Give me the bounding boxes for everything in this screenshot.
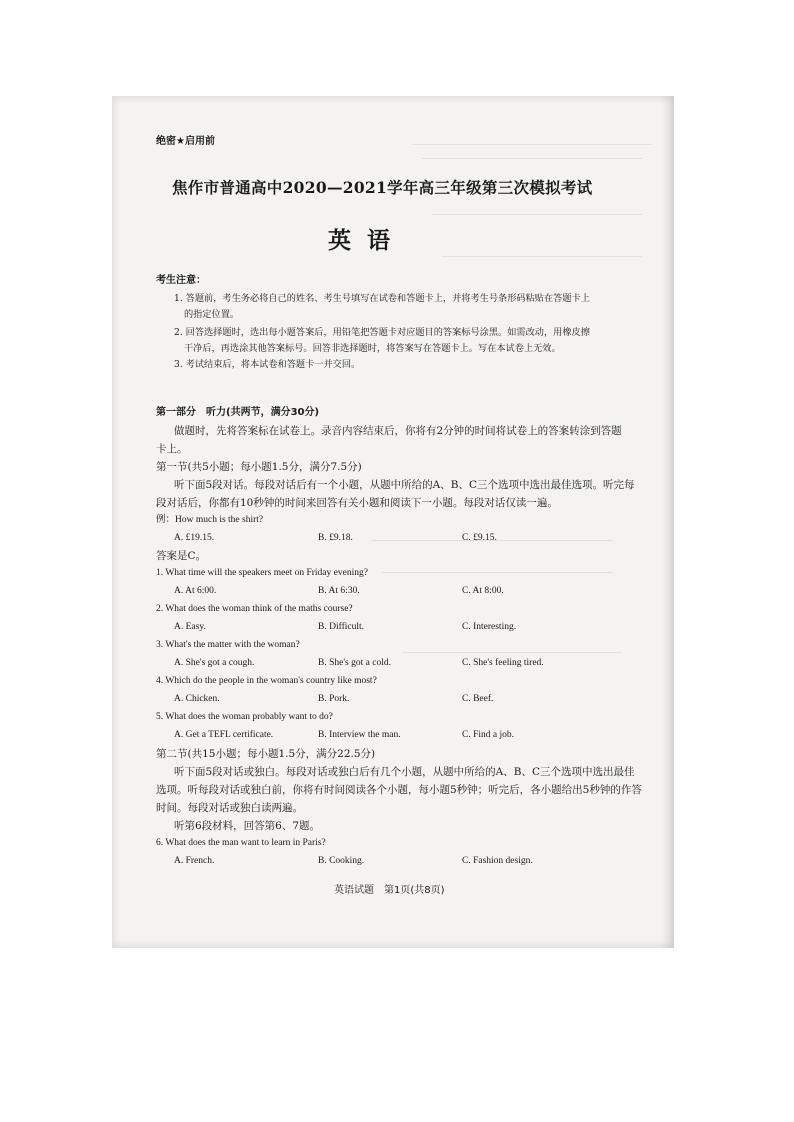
- section2-intro: 选项。听每段对话或独白前，你将有时间阅读各个小题，每小题5秒钟；听完后，各小题给出5秒钟的作答: [156, 784, 642, 796]
- bleed-line: [442, 256, 642, 257]
- option: C. She's feeling tired.: [462, 658, 544, 668]
- exam-title: 焦作市普通高中2020—2021学年高三年级第三次模拟考试: [172, 178, 593, 197]
- option: A. She's got a cough.: [174, 658, 255, 668]
- example-option: C. £9.15.: [462, 533, 497, 543]
- section1-heading: 第一节(共5小题；每小题1.5分，满分7.5分): [156, 461, 362, 473]
- section2-heading: 第二节(共15小题；每小题1.5分，满分22.5分): [156, 748, 376, 760]
- option: B. Interview the man.: [318, 730, 401, 740]
- option: B. She's got a cold.: [318, 658, 391, 668]
- bleed-line: [412, 144, 652, 145]
- question: 1. What time will the speakers meet on Friday evening?: [156, 568, 368, 578]
- option: B. Cooking.: [318, 856, 365, 866]
- part1-intro: 做题时，先将答案标在试卷上。录音内容结束后，你将有2分钟的时间将试卷上的答案转涂到答题: [174, 425, 622, 437]
- page-footer: 英语试题 第1页(共8页): [334, 885, 445, 896]
- question: 4. Which do the people in the woman's country like most?: [156, 676, 377, 686]
- option: B. Pork.: [318, 694, 350, 704]
- example-question: 例：How much is the shirt?: [156, 515, 264, 525]
- part1-intro: 卡上。: [156, 443, 188, 455]
- question: 3. What's the matter with the woman?: [156, 640, 300, 650]
- option: C. Fashion design.: [462, 856, 533, 866]
- example-option: B. £9.18.: [318, 533, 353, 543]
- notice-item: 3. 考试结束后，将本试卷和答题卡一并交回。: [174, 359, 361, 370]
- notice-item: 干净后，再选涂其他答案标号。回答非选择题时，将答案写在答题卡上。写在本试卷上无效。: [184, 343, 561, 354]
- bleed-line: [382, 572, 612, 573]
- example-answer: 答案是C。: [156, 550, 207, 562]
- option: C. Interesting.: [462, 622, 517, 632]
- notice-item: 2. 回答选择题时，选出每小题答案后，用铅笔把答题卡对应题目的答案标号涂黑。如需改动，用橡皮擦: [174, 327, 590, 338]
- notice-item: 1. 答题前，考生务必将自己的姓名、考生号填写在试卷和答题卡上，并将考生号条形码粘贴在答题卡上: [174, 293, 590, 304]
- bleed-line: [432, 214, 642, 215]
- section1-intro: 听下面5段对话。每段对话后有一个小题，从题中所给的A、B、C三个选项中选出最佳选项。听完每: [174, 479, 635, 491]
- option: B. At 6:30.: [318, 586, 360, 596]
- bleed-through-shadow: [660, 96, 674, 948]
- bleed-line: [422, 158, 642, 159]
- option: A. Get a TEFL certificate.: [174, 730, 274, 740]
- notice-item: 的指定位置。: [184, 309, 240, 320]
- bleed-line: [402, 652, 622, 653]
- section2-intro: 听下面5段对话或独白。每段对话或独白后有几个小题，从题中所给的A、B、C三个选项中选出最佳: [174, 766, 635, 778]
- question: 6. What does the man want to learn in Paris?: [156, 838, 326, 848]
- secret-label: 绝密★启用前: [156, 136, 215, 147]
- option: C. Beef.: [462, 694, 494, 704]
- example-option: A. £19.15.: [174, 533, 215, 543]
- part1-heading: 第一部分 听力(共两节，满分30分): [156, 407, 320, 418]
- section2-intro: 时间。每段对话或独白读两遍。: [156, 802, 303, 814]
- section1-intro: 段对话后，你都有10秒钟的时间来回答有关小题和阅读下一小题。每段对话仅读一遍。: [156, 497, 558, 509]
- subject-title: 英语: [328, 228, 406, 254]
- option: C. At 8:00.: [462, 586, 504, 596]
- exam-page: [112, 96, 674, 948]
- option: B. Difficult.: [318, 622, 365, 632]
- notice-heading: 考生注意：: [156, 275, 206, 286]
- material-instruction: 听第6段材料，回答第6、7题。: [174, 820, 321, 832]
- option: A. Chicken.: [174, 694, 220, 704]
- option: A. Easy.: [174, 622, 206, 632]
- option: A. French.: [174, 856, 215, 866]
- option: C. Find a job.: [462, 730, 514, 740]
- question: 5. What does the woman probably want to do?: [156, 712, 333, 722]
- question: 2. What does the woman think of the maths course?: [156, 604, 353, 614]
- option: A. At 6:00.: [174, 586, 217, 596]
